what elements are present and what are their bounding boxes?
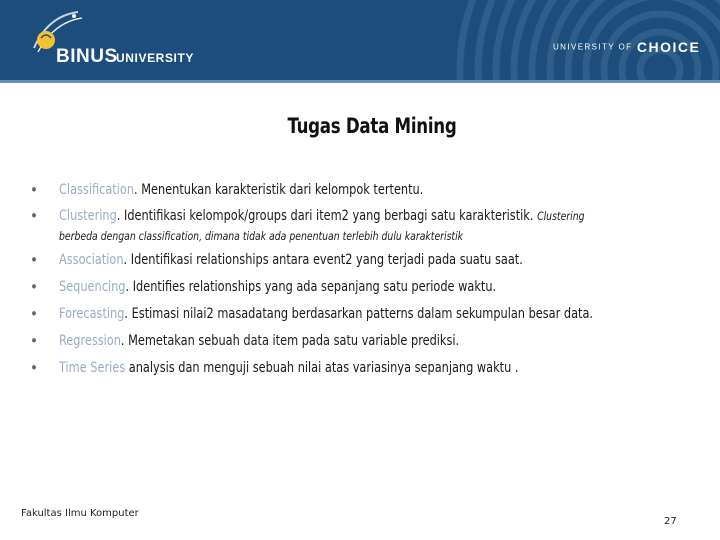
bullet-sequencing: [30, 277, 700, 299]
bullet-dot: •: [30, 359, 38, 377]
bullet-text: . Estimasi nilai2 masadatang berdasarkan patterns dalam sekumpulan besar data.: [124, 306, 594, 322]
bullet-subnote: berbeda dengan classification, dimana tidak ada penentuan terlebih dulu karakteristik: [59, 229, 464, 243]
bullet-text: . Menentukan karakteristik dari kelompok tertentu.: [134, 182, 424, 198]
bullet-term: Association: [59, 252, 124, 268]
slide-title: Tugas Data Mining: [287, 114, 457, 138]
bullet-line: [59, 304, 593, 324]
bullet-term: Clustering: [59, 208, 117, 224]
bullet-line: [59, 206, 585, 226]
bullet-dot: •: [30, 332, 38, 350]
bullet-regression: [30, 331, 700, 353]
bullet-text: . Identifies relationships yang ada sepanjang satu periode waktu.: [125, 279, 497, 295]
bullet-note: Clustering: [537, 209, 585, 223]
tagline-big: CHOICE: [636, 38, 701, 55]
header-banner: [0, 0, 720, 80]
bullet-line: [59, 358, 519, 378]
bullet-dot: •: [30, 305, 38, 323]
bullet-line: [59, 250, 523, 270]
bullet-term: Forecasting: [59, 306, 125, 322]
bullet-text: . Identifikasi kelompok/groups dari item2 yang berbagi satu karakteristik.: [116, 208, 538, 224]
binus-logo: [28, 8, 228, 72]
brand-suffix: UNIVERSITY: [116, 51, 195, 65]
header-stripe: [0, 80, 720, 83]
bullet-line: [59, 331, 459, 351]
bullet-line: [59, 180, 423, 200]
footer-faculty: Fakultas Ilmu Komputer: [21, 508, 139, 519]
bullet-dot: •: [30, 251, 38, 269]
bullet-association: [30, 250, 700, 272]
bullet-dot: •: [30, 181, 38, 199]
bullet-text: analysis dan menguji sebuah nilai atas variasinya sepanjang waktu .: [125, 360, 519, 376]
bullet-term: Classification: [59, 182, 135, 198]
bullet-term: Time Series: [59, 360, 126, 376]
tagline-small: UNIVERSITY OF: [553, 42, 633, 52]
bullet-dot: •: [30, 207, 38, 225]
bullet-time-series: [30, 358, 700, 380]
bullet-term: Sequencing: [59, 279, 126, 295]
bullet-classification: [30, 180, 700, 202]
bullet-text: . Memetakan sebuah data item pada satu variable prediksi.: [120, 333, 460, 349]
bullet-forecasting: [30, 304, 700, 326]
bullet-term: Regression: [59, 333, 121, 349]
tagline: [553, 38, 700, 56]
page-number: 27: [664, 516, 677, 527]
bullet-text: . Identifikasi relationships antara event2 yang terjadi pada suatu saat.: [123, 252, 523, 268]
bullet-dot: •: [30, 278, 38, 296]
bullet-clustering: [30, 206, 700, 246]
bullet-line: [59, 277, 496, 297]
brand-name: BINUS: [56, 46, 118, 67]
